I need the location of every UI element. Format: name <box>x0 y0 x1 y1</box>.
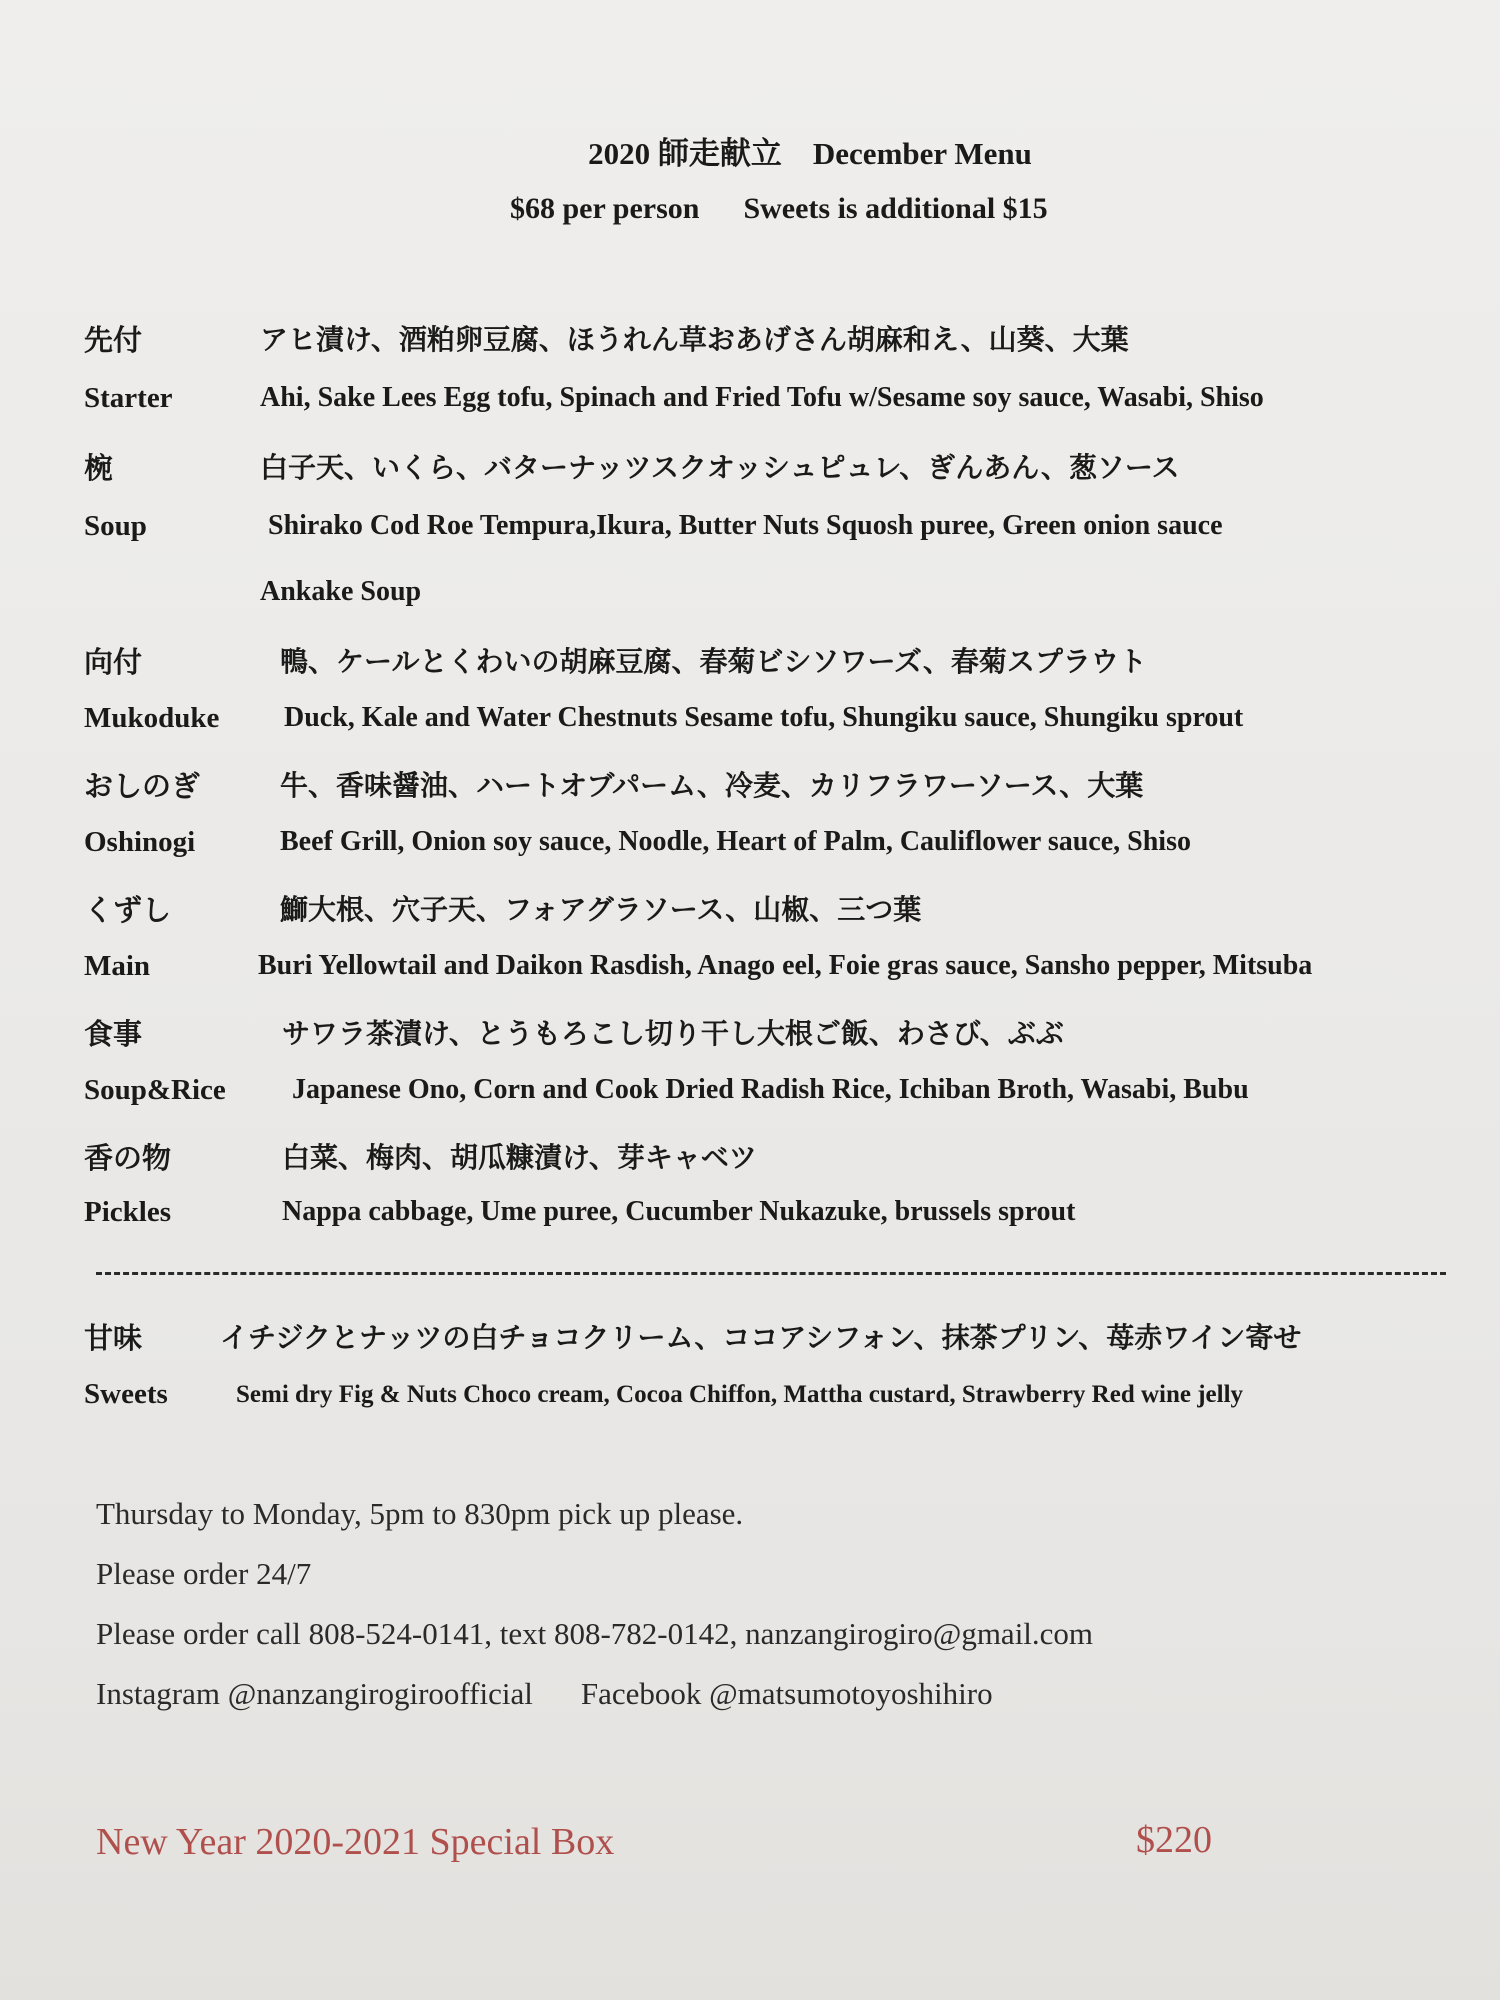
course-row-en <box>84 510 1484 556</box>
course-row-en <box>84 382 1484 428</box>
course-label-en: Oshinogi <box>84 826 196 858</box>
sweets-text-en: Semi dry Fig & Nuts Choco cream, Cocoa Chiffon, Mattha custard, Strawberry Red wine jelly <box>236 1381 1244 1408</box>
course-row-jp <box>84 1012 1484 1058</box>
course-row-jp <box>84 888 1484 934</box>
course-text-en: Ahi, Sake Lees Egg tofu, Spinach and Fried Tofu w/Sesame soy sauce, Wasabi, Shiso <box>260 382 1264 413</box>
course-label-jp: 向付 <box>84 645 143 679</box>
sweets-note: Sweets is additional $15 <box>743 192 1048 225</box>
course-row-en <box>84 1074 1484 1120</box>
special-box-price: $220 <box>1136 1819 1212 1861</box>
course-label-jp: 食事 <box>84 1017 143 1051</box>
contact-info: Please order call 808-524-0141, text 808-782-0142, nanzangirogiro@gmail.com <box>96 1616 1094 1651</box>
course-row-jp <box>84 764 1484 810</box>
course-text-en: Duck, Kale and Water Chestnuts Sesame tofu, Shungiku sauce, Shungiku sprout <box>284 702 1244 733</box>
course-label-en: Starter <box>84 382 173 414</box>
course-row-jp <box>84 318 1484 364</box>
course-text-en: Nappa cabbage, Ume puree, Cucumber Nukazuke, brussels sprout <box>282 1196 1076 1227</box>
menu-title: 2020 師走献立 December Menu <box>588 136 1032 171</box>
course-label-en: Soup&Rice <box>84 1074 226 1106</box>
special-box-label: New Year 2020-2021 Special Box <box>96 1821 615 1863</box>
course-text-en: Buri Yellowtail and Daikon Rasdish, Anago eel, Foie gras sauce, Sansho pepper, Mitsuba <box>258 950 1313 981</box>
course-label-en: Soup <box>84 510 147 542</box>
course-text-jp: サワラ茶漬け、とうもろこし切り干し大根ご飯、わさび、ぶぶ <box>282 1017 1064 1050</box>
sweets-label-en: Sweets <box>84 1378 168 1410</box>
sweets-row-jp <box>84 1316 1484 1362</box>
course-row-jp <box>84 1136 1484 1182</box>
course-label-jp: 椀 <box>84 451 114 485</box>
course-text-en-continued: Ankake Soup <box>260 576 422 607</box>
course-row-en <box>84 950 1484 996</box>
course-text-en: Beef Grill, Onion soy sauce, Noodle, Heart of Palm, Cauliflower sauce, Shiso <box>280 826 1191 857</box>
course-label-jp: 香の物 <box>84 1141 172 1175</box>
course-row-en <box>84 702 1484 748</box>
price-per-person: $68 per person <box>510 192 700 225</box>
course-row-jp <box>84 640 1484 686</box>
course-text-jp: 白菜、梅肉、胡瓜糠漬け、芽キャベツ <box>282 1141 757 1174</box>
sweets-row-en <box>84 1378 1484 1424</box>
course-text-jp: 鴨、ケールとくわいの胡麻豆腐、春菊ビシソワーズ、春菊スプラウト <box>280 645 1147 678</box>
course-label-en: Pickles <box>84 1196 171 1228</box>
course-text-jp: 白子天、いくら、バターナッツスクオッシュピュレ、ぎんあん、葱ソース <box>260 451 1180 484</box>
instagram-handle: Instagram @nanzangirogiroofficial <box>96 1676 533 1711</box>
course-label-jp: 先付 <box>84 323 143 357</box>
course-row-en <box>84 1196 1484 1242</box>
sweets-text-jp: イチジクとナッツの白チョコクリーム、ココアシフォン、抹茶プリン、苺赤ワイン寄せ <box>220 1321 1302 1354</box>
course-text-en: Japanese Ono, Corn and Cook Dried Radish Rice, Ichiban Broth, Wasabi, Bubu <box>292 1074 1249 1105</box>
course-label-en: Mukoduke <box>84 702 220 734</box>
course-text-jp: アヒ漬け、酒粕卵豆腐、ほうれん草おあげさん胡麻和え、山葵、大葉 <box>260 323 1129 356</box>
sweets-label-jp: 甘味 <box>84 1321 143 1355</box>
section-divider <box>96 1272 1446 1275</box>
pickup-hours: Thursday to Monday, 5pm to 830pm pick up please. <box>96 1496 744 1531</box>
course-text-jp: 牛、香味醤油、ハートオブパーム、冷麦、カリフラワーソース、大葉 <box>280 769 1144 802</box>
course-row-jp <box>84 446 1484 492</box>
menu-subtitle <box>510 192 1210 226</box>
course-label-en: Main <box>84 950 151 982</box>
facebook-handle: Facebook @matsumotoyoshihiro <box>580 1676 993 1711</box>
course-label-jp: くずし <box>84 893 172 927</box>
course-text-en: Shirako Cod Roe Tempura,Ikura, Butter Nuts Squosh puree, Green onion sauce <box>268 510 1223 541</box>
course-label-jp: おしのぎ <box>84 769 201 803</box>
order-note: Please order 24/7 <box>96 1556 312 1591</box>
course-row-en-continued <box>84 576 1484 622</box>
course-text-jp: 鰤大根、穴子天、フォアグラソース、山椒、三つ葉 <box>280 893 922 926</box>
social-links <box>96 1676 993 1712</box>
course-row-en <box>84 826 1484 872</box>
